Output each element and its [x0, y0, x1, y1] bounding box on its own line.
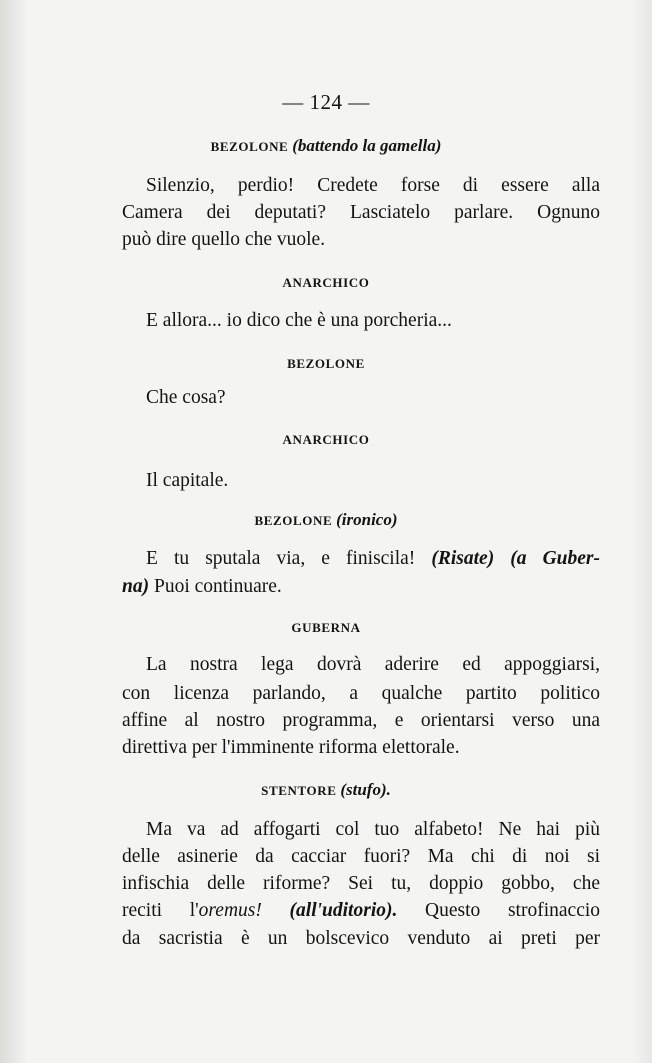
stage-direction: (battendo la gamella) — [292, 136, 442, 155]
text-span: Questo strofinaccio — [425, 900, 601, 921]
speaker-name: GUBERNA — [291, 620, 361, 635]
speaker-name: STENTORE — [261, 783, 337, 798]
text-line: La nostra lega dovrà aderire ed appoggiarsi, — [146, 654, 600, 675]
text-line: direttiva per l'imminente riforma elettorale. — [122, 737, 460, 758]
speaker-name: ANARCHICO — [282, 275, 370, 290]
page-number: — 124 — — [282, 90, 370, 114]
text-line: Silenzio, perdio! Credete forse di essere alla — [146, 175, 600, 196]
italic-span: oremus! — [198, 900, 262, 921]
speaker-name: BEZOLONE — [254, 513, 333, 528]
text-line — [122, 574, 600, 600]
text-line: Che cosa? — [146, 387, 226, 408]
text-line — [122, 898, 600, 924]
text-line: infischia delle riforme? Sei tu, doppio gobbo, che — [122, 873, 600, 894]
speaker-name: ANARCHICO — [282, 432, 370, 447]
text-line: può dire quello che vuole. — [122, 229, 326, 250]
stage-direction: (stufo). — [340, 780, 391, 799]
text-line: da sacristia è un bolscevico venduto ai preti per — [122, 928, 600, 949]
text-span: reciti l' — [122, 900, 199, 921]
text-line: Camera dei deputati? Lasciatelo parlare. Ognuno — [122, 202, 600, 223]
speaker-heading — [0, 136, 652, 156]
text-line: Ma va ad affogarti col tuo alfabeto! Ne hai più — [146, 819, 600, 840]
text-line: E allora... io dico che è una porcheria... — [146, 310, 452, 331]
text-line: Il capitale. — [146, 470, 229, 491]
text-span: E tu sputala via, e finiscila! — [146, 548, 416, 569]
stage-direction: (a Guber- — [510, 548, 601, 569]
text-line: delle asinerie da cacciar fuori? Ma chi di noi si — [122, 846, 600, 867]
speaker-heading — [0, 780, 652, 800]
speaker-name: BEZOLONE — [210, 139, 289, 154]
text-line: affine al nostro programma, e orientarsi verso una — [122, 710, 600, 731]
text-line — [122, 546, 600, 572]
speaker-name: BEZOLONE — [287, 356, 365, 371]
stage-direction: (Risate) — [431, 548, 495, 569]
stage-direction: (ironico) — [336, 510, 398, 529]
stage-direction: (all'uditorio). — [289, 900, 398, 921]
stage-direction: na) — [122, 576, 150, 597]
text-line: con licenza parlando, a qualche partito politico — [122, 683, 600, 704]
speaker-heading — [0, 510, 652, 530]
text-span: Puoi continuare. — [153, 576, 282, 597]
